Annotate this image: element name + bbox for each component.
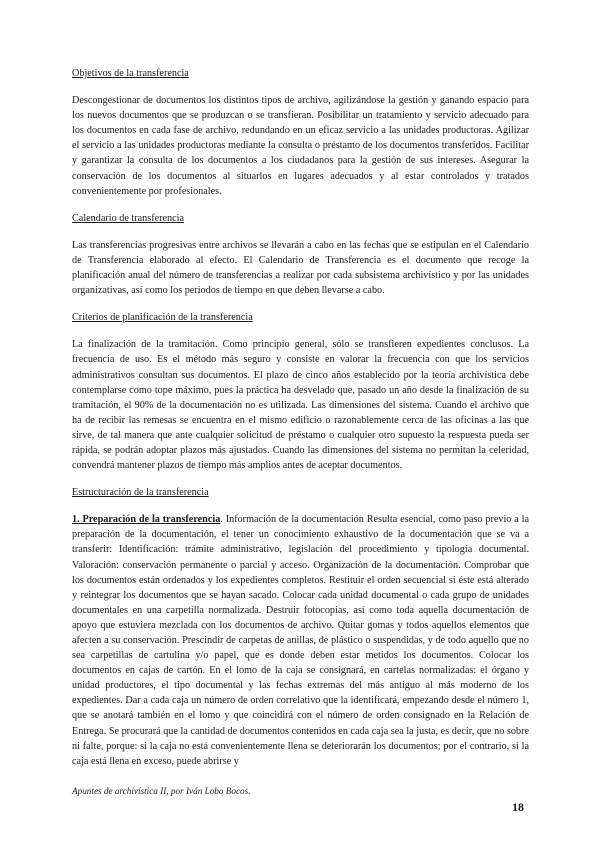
section-heading-calendario: Calendario de transferencia xyxy=(72,212,185,224)
section-body-estructuracion xyxy=(72,512,529,769)
footer-note: Apuntes de archivística II, por Iván Lobo Bocos. xyxy=(72,786,251,796)
section-heading-estructuracion: Estructuración de la transferencia xyxy=(72,487,209,499)
section-heading-objetivos: Objetivos de la transferencia xyxy=(72,68,189,79)
subsection-body-preparacion: . Información de la documentación Resulta esencial, como paso previo a la preparación de la documentación, el tener un conocimiento exhaustivo de la documentación que se va a transferir: Identificación: trámite administrativo, legislación del procedimiento y tipología documental. Valoración: conservación permanente o parcial y acceso. Organización de la documentación. Comprobar que los documentos están ordenados y los expedientes completos. Restituir el orden secuencial si éste está alterado y reintegrar los documentos que se hayan sacado. Colocar cada unidad documental o cada grupo de unidades documentales en una carpetilla normalizada. Destruir fotocopias, así como toda aquella documentación de apoyo que estuviera mezclada con los documentos de archivo. Quitar gomas y todos aquellos elementos que afecten a su conservación. Prescindir de carpetas de anillas, de plástico o suspendidas, y de todo aquello que no sea carpetillas de cartulina y/o papel, que es donde deben estar metidos los documentos. Colocar los documentos en cajas de cartón. En el lomo de la caja se consignará, en cartelas normalizadas: el órgano y unidad productores, el tipo documental y las fechas extremas del más antiguo al más moderno de los expedientes. Dar a cada caja un número de orden correlativo que la identificará, empezando desde el número 1, que se anotará también en el lomo y que coincidirá con el número de orden consignado en la Relación de Entrega. Se procurará que la cantidad de documentos contenidos en cada caja sea la justa, es decir, que no sobre ni falte, porque: si la caja no está convenientemente llena se deteriorarán los documentos; por el contrario, si la caja está llena en exceso, puede abrirse y xyxy=(72,514,529,767)
page-content xyxy=(72,66,529,781)
section-heading-criterios: Criterios de planificación de la transferencia xyxy=(72,312,253,324)
section-body-criterios: La finalización de la tramitación. Como principio general, sólo se transfieren expedientes conclusos. La frecuencia de uso. Es el método más seguro y consiste en valorar la frecuencia con que los servicios administrativos consultan sus documentos. El plazo de cinco años establecido por la teoría archivística debe contemplarse como tope máximo, pues la práctica ha desvelado que, pasado un año desde la finalización de su tramitación, el 90% de la documentación no es utilizada. Las dimensiones del sistema. Cuando el archivo que ha de recibir las remesas se encuentra en el mismo edificio o razonablemente cerca de las oficinas a las que sirve, de tal manera que ante cualquier solicitud de préstamo o cualquier otro supuesto la respuesta pueda ser rápida, se podrán adoptar plazos más ajustados. Cuando las dimensiones del sistema no permitan la celeridad, convendrá mantener plazos de tiempo más amplios antes de aceptar documentos. xyxy=(72,339,529,472)
section-body-calendario: Las transferencias progresivas entre archivos se llevarán a cabo en las fechas que se estipulan en el Calendario de Transferencia elaborado al efecto. El Calendario de Transferencia es el documento que recoge la planificación anual del número de transferencias a realizar por cada subsistema archivístico y por las unidades organizativas, así como los periodos de tiempo en que deben llevarse a cabo. xyxy=(72,239,529,297)
section-body-objetivos: Descongestionar de documentos los distintos tipos de archivo, agilizándose la gestión y ganando espacio para los nuevos documentos que se produzcan o se transfieran. Posibilitar un tratamiento y servicio adecuado para los documentos en cada fase de archivo, redundando en un eficaz servicio a las unidades productoras. Agilizar el servicio a las unidades productoras mediante la consulta o préstamo de los documentos transferidos. Facilitar y garantizar la consulta de los documentos a los ciudadanos para la gestión de sus intereses. Asegurar la conservación de los documentos al situarlos en lugares adecuados y al estar controlados y tratados convenientemente por profesionales. xyxy=(72,95,529,197)
subsection-lead-preparacion: 1. Preparación de la transferencia xyxy=(72,514,221,526)
page-number: 18 xyxy=(512,800,524,814)
